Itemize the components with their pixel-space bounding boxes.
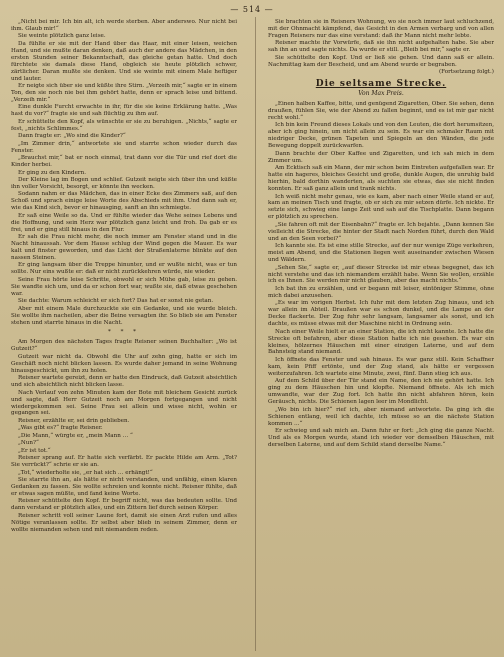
paragraph: Er sah die Frau nicht mehr, die noch immer am Fenster stand und in die Nacht hinaussah. Vor dem Hause schlug der Wind gegen die Mauer. Es war kalt und finster geworden, und das Licht der Straßenlaterne blinkte auf den nassen Steinen.	[11, 234, 237, 261]
paragraph: Nach Verlauf von zehn Minuten kam der Bote mit bleichem Gesicht zurück und sagte, daß Herr Gutzeit noch am Morgen fortgegangen und nicht wiedergekommen sei. Seine Frau sei allein und wisse nicht, wohin er gegangen sei.	[11, 389, 237, 417]
paragraph: Am Ecktisch saß ein Mann, der mir schon beim Eintreten aufgefallen war. Er hatte ein hageres, bleiches Gesicht und große, dunkle Augen, die unruhig bald hierhin, bald dorthin wanderten, als suchten sie etwas, das sie nicht finden konnten. Er saß ganz allein und trank nichts.	[268, 165, 494, 193]
paragraph: Ich weiß nicht mehr genau, wie es kam, aber nach einer Weile stand er auf, kam an meinen Tisch und fragte, ob er sich zu mir setzen dürfe. Ich nickte. Er setzte sich, schwieg eine lange Zeit und sah auf die Tischplatte. Dann begann er plötzlich zu sprechen.	[268, 193, 494, 221]
paragraph: Sie brachten sie in Reisners Wohnung, wo sie noch immer laut schluchzend, mit der Ohnmacht kämpfend, das Gesicht in den Armen verbarg und von allen Fragen Reisners nur das eine verstand: daß ihr Mann nicht mehr lebte.	[268, 19, 494, 39]
story-author: Von Max Preis.	[358, 90, 404, 98]
paragraph: „Brauchst mir,“ bat er noch einmal, trat dann vor die Tür und rief dort die Kinder herbei.	[11, 155, 237, 169]
paragraph: Nach einer Weile hielt er an einer Station, die ich nicht kannte. Ich hatte die Strecke oft befahren, aber diese Station hatte ich nie gesehen. Es war ein kleines, hölzernes Häuschen mit einer einzigen Laterne, und auf dem Bahnsteig stand niemand.	[268, 328, 494, 356]
paragraph: Er ging langsam über die Treppe hinunter, und er wußte nicht, was er tun sollte. Nur eins wußte er: daß er nicht zurückkehren würde, nie wieder.	[11, 262, 237, 276]
paragraph: „Tot,“ wiederholte sie, „er hat sich … erhängt!“	[18, 469, 153, 476]
paragraph: Reisner sprang auf. Er hatte sich verfärbt. Er packte Hilde am Arm. „Tot? Sie verrückt?“ schrie er sie an.	[11, 455, 237, 469]
paragraph: Da fühlte er sie mit der Hand über das Haar, mit einer leisen, weichen Hand, und sie mußte daran denken, daß auch der andere das Mädchen, in den ersten Stunden seiner Bekanntschaft, das gleiche getan hatte. Und doch fürchtete sie damals diese Hand, obgleich sie heute plötzlich schwer, zärtlicher. Daran mußte sie denken. Und sie weinte mit einem Male heftiger und lauter.	[11, 40, 237, 82]
paragraph: Dann fragte er: „Wo sind die Kinder?“	[18, 133, 126, 140]
paragraph: Ich bin kein Freund dieses Lokals und von den Leuten, die dort herumsitzen, aber ich ging hinein, um nicht allein zu sein. Es war ein schmaler Raum mit niedriger Decke, grünen Tapeten und Spiegeln an den Wänden, die jede Bewegung doppelt zurückwarfen.	[268, 122, 494, 150]
paragraph: Er schwieg und sah mich an. Dann fuhr er fort: „Ich ging die ganze Nacht. Und als es Morgen wurde, stand ich wieder vor demselben Häuschen, mit derselben Laterne, und auf dem Schild stand derselbe Name.“	[268, 427, 494, 448]
paragraph: Sodann nahm er das Mädchen, das in einer Ecke des Zimmers saß, auf den Schoß und sprach einige leise Worte des Abschieds mit ihm. Und dann sah er, wie das Kind sich, bevor er hinausging, sanft an ihn schmiegte.	[11, 191, 237, 212]
paragraph: Eine dunkle Furcht erwachte in ihr, für die sie keine Erklärung hatte. „Was hast du vor?“ fragte sie und sah flüchtig zu ihm auf.	[11, 104, 237, 118]
paragraph: Reisner schritt voll seiner Laune fort, damit sie einen Arzt rufen und alles Nötige veranlassen sollte. Er selbst aber blieb in seinem Zimmer, denn er wollte niemanden sehen und mit niemandem reden.	[11, 512, 237, 533]
paragraph: Er ging zu den Kindern.	[18, 169, 86, 176]
paragraph: Sie starrte ihn an, als hätte er nicht verstanden, und unfähig, einen klaren Gedanken zu fassen. Sie wollte schreien und konnte nicht. Reisner fühlte, daß er etwas sagen müßte, und fand keine Worte.	[11, 477, 237, 497]
paragraph: „Es war im vorigen Herbst. Ich fuhr mit dem letzten Zug hinaus, und ich war allein im Abteil. Draußen war es schon dunkel, und die Lampe an der Decke flackerte. Der Zug fuhr sehr langsam, langsamer als sonst, und ich dachte, es müsse etwas mit der Maschine nicht in Ordnung sein.	[268, 300, 494, 328]
paragraph: Der Kleine lag im Bogen und schlief. Gutzeit neigte sich über ihn und küßte ihn voller Vorsicht, besorgt, er könnte ihn wecken.	[11, 176, 237, 190]
paragraph: „Nicht bei mir. Ich bin alt, ich werde sterben. Aber anderswo. Nur nicht bei ihm. Glaub mir!“	[11, 19, 237, 32]
paragraph: Sie schüttelte den Kopf. Und er ließ sie gehen. Und dann saß er allein. Nachmittag kam der Bescheid, und am Abend wurde er begraben.	[268, 54, 494, 68]
paragraph: „Die Mann,“ würgte er, „mein Mann … “	[18, 432, 133, 439]
paragraph: Er saß eine Weile so da. Und er fühlte wieder das Wehe seines Lebens und die Hoffnung, und sein Herz war plötzlich ganz leicht und froh. Da gab er es frei, und er ging still hinaus in den Flur.	[11, 212, 237, 233]
left-column	[11, 19, 237, 649]
paragraph: Er schüttelte den Kopf, als wünschte er sie zu beruhigen. „Nichts,“ sagte er fest, „nichts Schlimmes.“	[11, 118, 237, 132]
paragraph: Seine Frau hörte leise Schritte, obwohl er sich Mühe gab, leise zu gehen. Sie wandte sich um, und da er schon fort war, wußte sie, daß etwas geschehen war.	[11, 276, 237, 297]
paragraph: „Einen halben Kaffee, bitte, und genügend Zigaretten, Ober. Sie sehen, denn draußen, fühlen Sie, wie der Abend zu fallen beginnt, und es ist mir gar nicht recht wohl.“	[268, 101, 494, 122]
right-column	[268, 19, 494, 649]
paragraph: Gutzeit war nicht da. Obwohl die Uhr auf zehn ging, hatte er sich im Geschäft noch nicht blicken lassen. Es wurde daher jemand in seine Wohnung hinausgeschickt, um ihn zu holen.	[11, 353, 237, 374]
paragraph: Auf dem Schild über der Tür stand ein Name, den ich nie gehört hatte. Ich ging zu dem Häuschen hin und klopfte. Niemand öffnete. Als ich mich umwandte, war der Zug fort. Ich hatte ihn nicht abfahren hören, kein Geräusch, nichts. Die Schienen lagen leer im Mondlicht.	[268, 378, 494, 406]
paragraph: Reisner machte ihr Vorwürfe, daß sie ihn nicht aufgehalten habe. Sie aber sah ihn an und sagte nichts. Da wurde er still. „Bleib bei mir,“ sagte er.	[268, 40, 494, 54]
paragraph: Er neigte sich über sie und küßte ihre Stirn. „Verzeih mir,“ sagte er in einem Ton, den sie noch nie bei ihm gehört hatte, denn er sprach leise und bittend. „Verzeih mir.“	[11, 83, 237, 103]
page-number: — 514 —	[230, 5, 274, 14]
paragraph: „Er ist tot.“	[18, 447, 51, 454]
continuation-note: (Fortsetzung folgt.)	[438, 69, 494, 76]
paragraph: „Nun?“	[18, 440, 39, 447]
paragraph: „Sie fahren oft mit der Eisenbahn?“ fragte er. Ich bejahte. „Dann kennen Sie vielleicht die Strecke, die hinter der Stadt nach Norden führt, durch den Wald und an den Seen vorbei?“	[268, 221, 494, 242]
paragraph: Reisner schüttelte den Kopf. Er begriff nicht, was das bedeuten sollte. Und dann verstand er plötzlich alles, und ein Zittern lief durch seinen Körper.	[11, 498, 237, 512]
paragraph: Reisner wartete gereizt, denn er hatte den Eindruck, daß Gutzeit absichtlich und sich absichtlich nicht blicken lasse.	[11, 375, 237, 389]
paragraph: Ich bat ihn zu erzählen, und er begann mit leiser, eintöniger Stimme, ohne mich dabei anzusehen.	[268, 285, 494, 299]
story-title: Die seltsame Strecke.	[315, 79, 447, 90]
paragraph: Sie weinte plötzlich ganz leise.	[18, 33, 106, 40]
paragraph: „Wo bin ich hier?“ rief ich, aber niemand antwortete. Da ging ich die Schienen entlang, weil ich dachte, ich müsse so an die nächste Station kommen …“	[268, 406, 494, 427]
paragraph: „Sehen Sie,“ sagte er, „auf dieser Strecke ist mir etwas begegnet, das ich nicht verstehe und das ich niemandem erzählt habe. Wenn Sie wollen, erzähle ich es Ihnen. Sie werden mir nicht glauben, aber das macht nichts.“	[268, 264, 494, 285]
paragraph: Sie dachte: Warum schleicht er sich fort? Das hat er sonst nie getan.	[18, 298, 214, 305]
paragraph: Ich kannte sie. Es ist eine stille Strecke, auf der nur wenige Züge verkehren, meist am Abend, und die Stationen liegen weit auseinander zwischen Wiesen und Wäldern.	[268, 243, 494, 264]
paragraph: Dann brachte der Ober Kaffee und Zigaretten, und ich sah mich in dem Zimmer um.	[268, 150, 494, 164]
section-separator: * * *	[108, 329, 140, 336]
paragraph: Ich öffnete das Fenster und sah hinaus. Es war ganz still. Kein Schaffner kam, kein Pfiff ertönte, und der Zug stand, als hätte er vergessen weiterzufahren. Ich wartete eine Minute, zwei, fünf. Dann stieg ich aus.	[268, 356, 494, 377]
paragraph: „Was gibt es?“ fragte Reisner.	[18, 425, 103, 432]
paragraph: Reisner, erzählte er, sei drin geblieben.	[18, 417, 130, 424]
column-divider	[255, 17, 256, 651]
paragraph: „Im Zimmer drin,“ antwortete sie und starrte schon wieder durch das Fenster.	[11, 140, 237, 154]
paragraph: Aber mit einem Male durchzuckte sie ein Gedanke, und sie wurde bleich. Sie wollte ihm nacheilen, aber die Beine versagten ihr. So blieb sie am Fenster stehen und starrte hinaus in die Nacht.	[11, 305, 237, 326]
paragraph: Am Morgen des nächsten Tages fragte Reisner seinen Buchhalter: „Wo ist Gutzeit?“	[11, 339, 237, 353]
